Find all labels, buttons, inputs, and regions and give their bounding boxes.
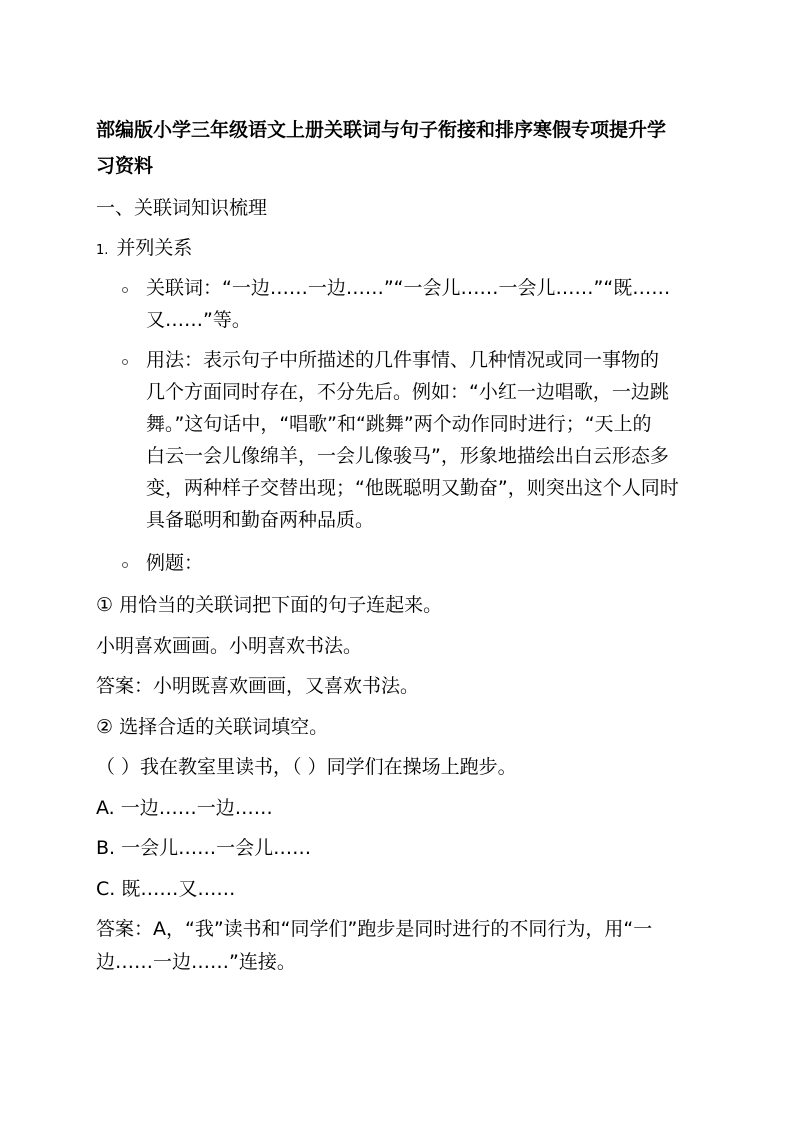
- subsection-label: 并列关系: [116, 237, 193, 259]
- bullet-line: 白云一会儿像绵羊，一会儿像骏马”，形象地描绘出白云形态多: [146, 445, 669, 467]
- question-2-sentence: （ ）我在教室里读书，（ ）同学们在操场上跑步。: [96, 756, 517, 778]
- document-title: [96, 112, 716, 184]
- subsection-heading: [96, 232, 192, 267]
- title-line-2: 习资料: [96, 155, 154, 177]
- bullet-line: 变，两种样子交替出现；“他既聪明又勤奋”，则突出这个人同时: [146, 477, 679, 499]
- section-heading: 一、关联词知识梳理: [96, 197, 268, 219]
- title-line-1: 部编版小学三年级语文上册关联词与句子衔接和排序寒假专项提升学: [96, 119, 667, 141]
- option-a: A. 一边……一边……: [96, 797, 273, 819]
- bullet-item-examples: [122, 547, 702, 579]
- bullet-marker-icon: [122, 359, 128, 365]
- question-2: ② 选择合适的关联词填空。: [96, 716, 329, 738]
- question-2-answer-line-2: 边……一边……”连接。: [96, 951, 296, 973]
- bullet-line: 又……”等。: [146, 309, 251, 331]
- bullet-line: 例题：: [146, 552, 204, 574]
- bullet-line: 舞。”这句话中，“唱歌”和“跳舞”两个动作同时进行；“天上的: [146, 413, 652, 435]
- option-c: C. 既……又……: [96, 878, 236, 900]
- subsection-number: 1.: [96, 243, 109, 258]
- bullet-item-keywords: [122, 272, 702, 336]
- bullet-line: 用法：表示句子中所描述的几件事情、几种情况或同一事物的: [146, 349, 660, 371]
- option-b: B. 一会儿……一会儿……: [96, 837, 312, 859]
- bullet-marker-icon: [122, 287, 128, 293]
- question-1: ① 用恰当的关联词把下面的句子连起来。: [96, 594, 443, 616]
- bullet-line: 几个方面同时存在，不分先后。例如：“小红一边唱歌，一边跳: [146, 381, 669, 403]
- question-1-sentence: 小明喜欢画画。小明喜欢书法。: [96, 635, 363, 657]
- bullet-line: 关联词：“一边……一边……”“一会儿……一会儿……”“既……: [146, 277, 671, 299]
- bullet-marker-icon: [122, 562, 128, 568]
- question-1-answer: 答案：小明既喜欢画画，又喜欢书法。: [96, 675, 420, 697]
- question-2-answer-line-1: 答案：A，“我”读书和“同学们”跑步是同时进行的不同行为，用“一: [96, 918, 653, 940]
- bullet-line: 具备聪明和勤奋两种品质。: [146, 509, 375, 531]
- bullet-item-usage: [122, 344, 702, 536]
